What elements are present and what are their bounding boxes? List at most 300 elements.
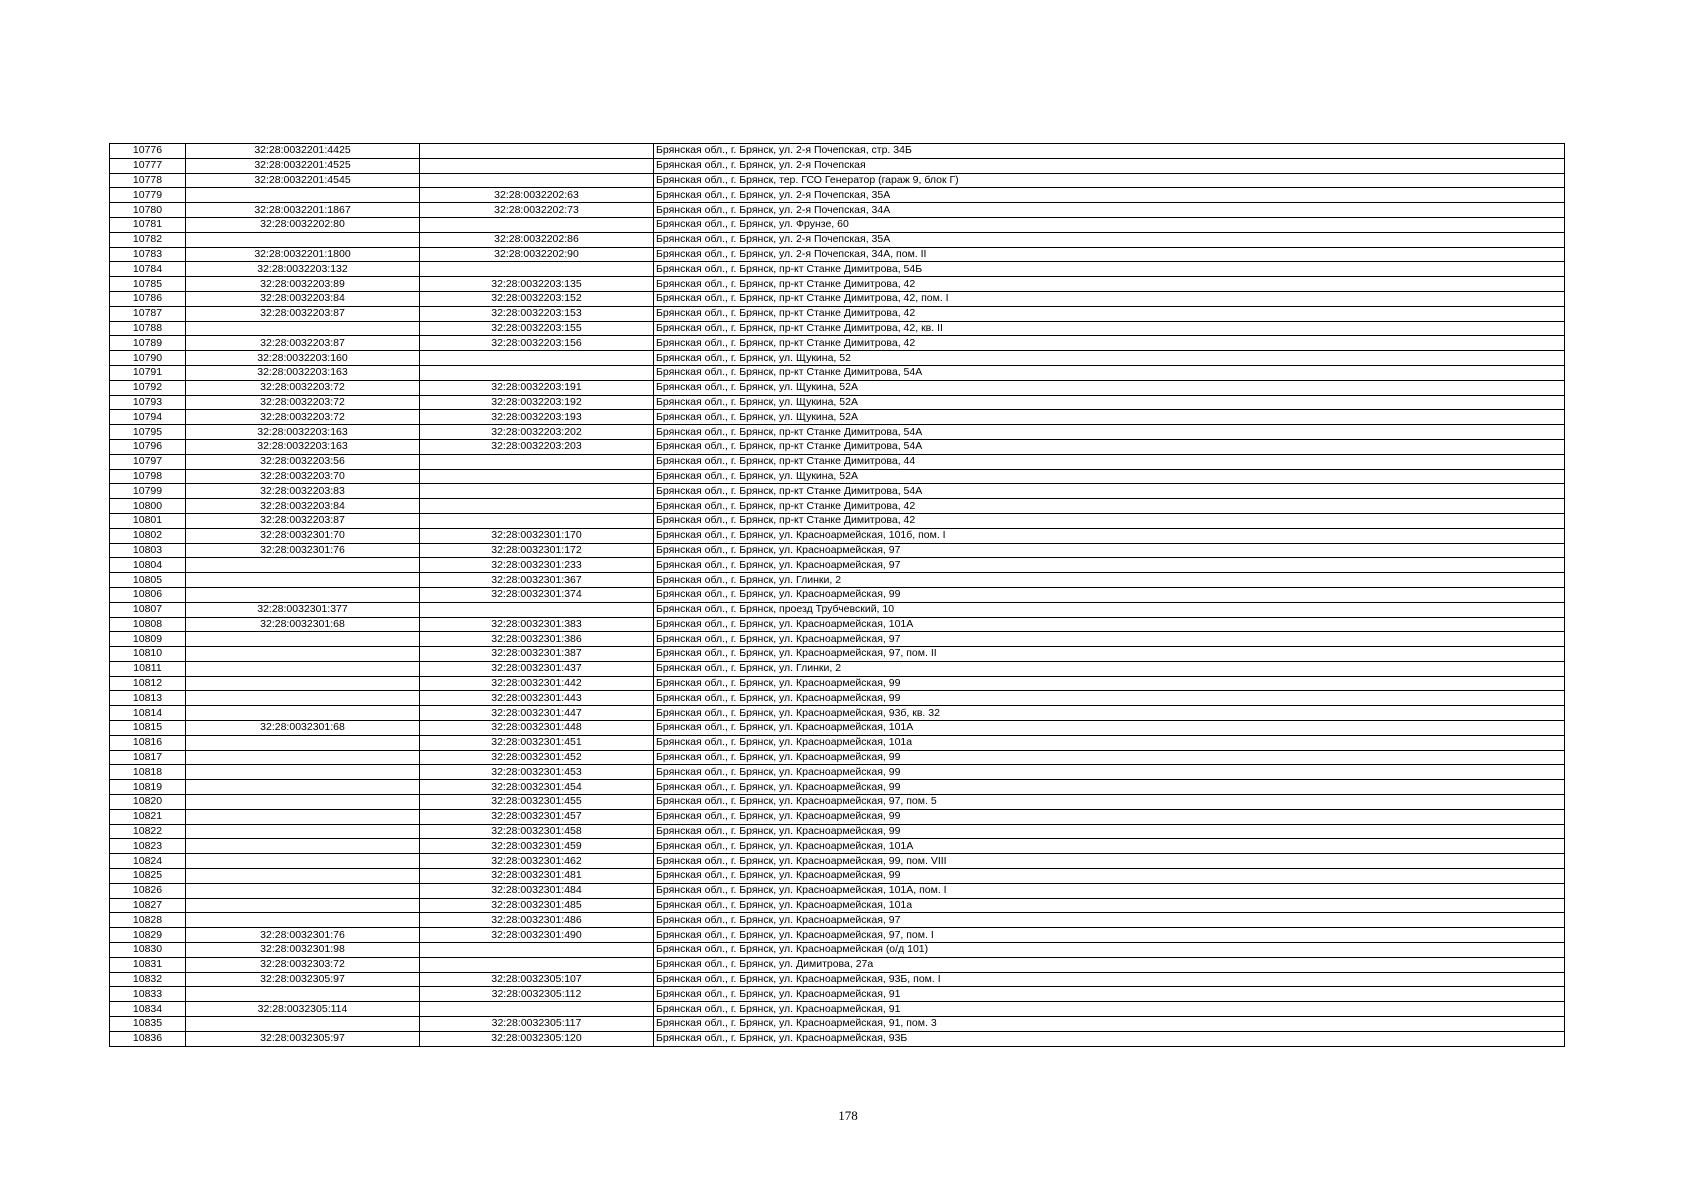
address-cell: Брянская обл., г. Брянск, пр-кт Станке Димитрова, 54А <box>654 365 1565 380</box>
table-row <box>110 721 1565 736</box>
address-cell: Брянская обл., г. Брянск, ул. Фрунзе, 60 <box>654 217 1565 232</box>
row-number-cell: 10800 <box>110 499 186 514</box>
cadastral-number-cell: 32:28:0032202:80 <box>186 217 420 232</box>
row-number-cell: 10799 <box>110 484 186 499</box>
table-row <box>110 543 1565 558</box>
address-cell: Брянская обл., г. Брянск, ул. Глинки, 2 <box>654 573 1565 588</box>
row-number-cell: 10824 <box>110 854 186 869</box>
building-number-cell: 32:28:0032301:486 <box>420 913 654 928</box>
address-cell: Брянская обл., г. Брянск, ул. Красноармейская, 99 <box>654 824 1565 839</box>
cadastral-number-cell <box>186 232 420 247</box>
row-number-cell: 10776 <box>110 144 186 159</box>
cadastral-number-cell: 32:28:0032301:76 <box>186 543 420 558</box>
building-number-cell: 32:28:0032301:455 <box>420 795 654 810</box>
building-number-cell: 32:28:0032305:117 <box>420 1017 654 1032</box>
cadastral-number-cell: 32:28:0032301:377 <box>186 602 420 617</box>
table-row <box>110 425 1565 440</box>
building-number-cell: 32:28:0032301:451 <box>420 735 654 750</box>
table-row <box>110 321 1565 336</box>
cadastral-number-cell <box>186 558 420 573</box>
row-number-cell: 10783 <box>110 247 186 262</box>
building-number-cell: 32:28:0032203:156 <box>420 336 654 351</box>
cadastral-number-cell: 32:28:0032203:72 <box>186 395 420 410</box>
building-number-cell: 32:28:0032301:367 <box>420 573 654 588</box>
building-number-cell: 32:28:0032203:153 <box>420 306 654 321</box>
table-row <box>110 1002 1565 1017</box>
row-number-cell: 10819 <box>110 780 186 795</box>
table-row <box>110 410 1565 425</box>
building-number-cell: 32:28:0032301:386 <box>420 632 654 647</box>
row-number-cell: 10791 <box>110 365 186 380</box>
building-number-cell: 32:28:0032203:155 <box>420 321 654 336</box>
building-number-cell <box>420 1002 654 1017</box>
table-row <box>110 750 1565 765</box>
address-cell: Брянская обл., г. Брянск, ул. Красноармейская, 99 <box>654 750 1565 765</box>
address-cell: Брянская обл., г. Брянск, пр-кт Станке Димитрова, 42 <box>654 499 1565 514</box>
row-number-cell: 10829 <box>110 928 186 943</box>
row-number-cell: 10816 <box>110 735 186 750</box>
address-cell: Брянская обл., г. Брянск, ул. Красноармейская, 97, пом. II <box>654 647 1565 662</box>
table-row <box>110 928 1565 943</box>
row-number-cell: 10802 <box>110 528 186 543</box>
table-row <box>110 232 1565 247</box>
cadastral-number-cell <box>186 854 420 869</box>
table-body <box>110 144 1565 1047</box>
table-row <box>110 188 1565 203</box>
building-number-cell: 32:28:0032203:192 <box>420 395 654 410</box>
building-number-cell: 32:28:0032202:86 <box>420 232 654 247</box>
row-number-cell: 10789 <box>110 336 186 351</box>
table-row <box>110 795 1565 810</box>
row-number-cell: 10798 <box>110 469 186 484</box>
cadastral-number-cell: 32:28:0032203:70 <box>186 469 420 484</box>
table-row <box>110 306 1565 321</box>
building-number-cell: 32:28:0032301:454 <box>420 780 654 795</box>
row-number-cell: 10803 <box>110 543 186 558</box>
table-row <box>110 854 1565 869</box>
address-cell: Брянская обл., г. Брянск, ул. Димитрова, 27а <box>654 957 1565 972</box>
row-number-cell: 10835 <box>110 1017 186 1032</box>
table-row <box>110 380 1565 395</box>
address-cell: Брянская обл., г. Брянск, ул. Щукина, 52А <box>654 469 1565 484</box>
table-row <box>110 1031 1565 1046</box>
cadastral-number-cell: 32:28:0032203:83 <box>186 484 420 499</box>
page-number: 178 <box>838 1108 858 1123</box>
address-cell: Брянская обл., г. Брянск, пр-кт Станке Димитрова, 54А <box>654 484 1565 499</box>
address-cell: Брянская обл., г. Брянск, пр-кт Станке Димитрова, 42 <box>654 513 1565 528</box>
cadastral-number-cell <box>186 839 420 854</box>
address-cell: Брянская обл., г. Брянск, ул. 2-я Почепская, 35А <box>654 232 1565 247</box>
address-cell: Брянская обл., г. Брянск, ул. Красноармейская, 101б, пом. I <box>654 528 1565 543</box>
table-row <box>110 395 1565 410</box>
row-number-cell: 10805 <box>110 573 186 588</box>
building-number-cell <box>420 262 654 277</box>
table-row <box>110 247 1565 262</box>
address-cell: Брянская обл., г. Брянск, ул. Красноармейская, 101А <box>654 617 1565 632</box>
address-cell: Брянская обл., г. Брянск, пр-кт Станке Димитрова, 42 <box>654 306 1565 321</box>
row-number-cell: 10815 <box>110 721 186 736</box>
building-number-cell: 32:28:0032301:172 <box>420 543 654 558</box>
cadastral-number-cell: 32:28:0032203:163 <box>186 365 420 380</box>
building-number-cell: 32:28:0032301:481 <box>420 869 654 884</box>
table-row <box>110 839 1565 854</box>
cadastral-number-cell <box>186 188 420 203</box>
building-number-cell <box>420 513 654 528</box>
building-number-cell: 32:28:0032301:443 <box>420 691 654 706</box>
table-row <box>110 647 1565 662</box>
table-row <box>110 203 1565 218</box>
cadastral-number-cell: 32:28:0032201:4545 <box>186 173 420 188</box>
cadastral-number-cell <box>186 735 420 750</box>
address-cell: Брянская обл., г. Брянск, ул. Красноармейская, 99 <box>654 780 1565 795</box>
row-number-cell: 10822 <box>110 824 186 839</box>
building-number-cell: 32:28:0032301:442 <box>420 676 654 691</box>
building-number-cell: 32:28:0032301:233 <box>420 558 654 573</box>
building-number-cell <box>420 469 654 484</box>
cadastral-number-cell: 32:28:0032201:1800 <box>186 247 420 262</box>
address-cell: Брянская обл., г. Брянск, ул. Красноармейская, 91 <box>654 1002 1565 1017</box>
row-number-cell: 10787 <box>110 306 186 321</box>
table-row <box>110 469 1565 484</box>
table-row <box>110 706 1565 721</box>
cadastral-number-cell <box>186 647 420 662</box>
building-number-cell <box>420 943 654 958</box>
row-number-cell: 10807 <box>110 602 186 617</box>
building-number-cell <box>420 602 654 617</box>
cadastral-number-cell: 32:28:0032305:97 <box>186 972 420 987</box>
address-cell: Брянская обл., г. Брянск, ул. Красноармейская, 97 <box>654 543 1565 558</box>
address-cell: Брянская обл., г. Брянск, ул. Красноармейская, 97 <box>654 558 1565 573</box>
address-cell: Брянская обл., г. Брянск, ул. Красноармейская, 97, пом. I <box>654 928 1565 943</box>
table-row <box>110 217 1565 232</box>
row-number-cell: 10813 <box>110 691 186 706</box>
row-number-cell: 10790 <box>110 351 186 366</box>
row-number-cell: 10797 <box>110 454 186 469</box>
row-number-cell: 10786 <box>110 291 186 306</box>
table-row <box>110 144 1565 159</box>
address-cell: Брянская обл., г. Брянск, ул. Красноармейская, 99 <box>654 691 1565 706</box>
cadastral-number-cell <box>186 676 420 691</box>
row-number-cell: 10778 <box>110 173 186 188</box>
cadastral-number-cell <box>186 824 420 839</box>
table-row <box>110 869 1565 884</box>
row-number-cell: 10810 <box>110 647 186 662</box>
building-number-cell <box>420 158 654 173</box>
row-number-cell: 10781 <box>110 217 186 232</box>
row-number-cell: 10794 <box>110 410 186 425</box>
table-row <box>110 987 1565 1002</box>
cadastral-number-cell: 32:28:0032201:4525 <box>186 158 420 173</box>
cadastral-number-cell <box>186 869 420 884</box>
address-cell: Брянская обл., г. Брянск, ул. Красноармейская, 101А <box>654 721 1565 736</box>
building-number-cell <box>420 144 654 159</box>
table-row <box>110 972 1565 987</box>
row-number-cell: 10801 <box>110 513 186 528</box>
cadastral-number-cell: 32:28:0032301:68 <box>186 617 420 632</box>
table-row <box>110 735 1565 750</box>
address-cell: Брянская обл., г. Брянск, ул. Красноармейская (о/д 101) <box>654 943 1565 958</box>
cadastral-number-cell <box>186 1017 420 1032</box>
cadastral-number-cell: 32:28:0032305:114 <box>186 1002 420 1017</box>
address-cell: Брянская обл., г. Брянск, ул. 2-я Почепская <box>654 158 1565 173</box>
address-cell: Брянская обл., г. Брянск, ул. 2-я Почепская, 34А <box>654 203 1565 218</box>
table-row <box>110 661 1565 676</box>
building-number-cell <box>420 365 654 380</box>
row-number-cell: 10825 <box>110 869 186 884</box>
building-number-cell: 32:28:0032301:485 <box>420 898 654 913</box>
building-number-cell: 32:28:0032301:453 <box>420 765 654 780</box>
cadastral-number-cell: 32:28:0032203:72 <box>186 380 420 395</box>
building-number-cell: 32:28:0032202:73 <box>420 203 654 218</box>
building-number-cell <box>420 173 654 188</box>
address-cell: Брянская обл., г. Брянск, ул. 2-я Почепская, 34А, пом. II <box>654 247 1565 262</box>
building-number-cell <box>420 351 654 366</box>
address-cell: Брянская обл., г. Брянск, пр-кт Станке Димитрова, 54А <box>654 439 1565 454</box>
building-number-cell: 32:28:0032301:452 <box>420 750 654 765</box>
row-number-cell: 10827 <box>110 898 186 913</box>
cadastral-table <box>109 143 1565 1047</box>
row-number-cell: 10808 <box>110 617 186 632</box>
row-number-cell: 10804 <box>110 558 186 573</box>
address-cell: Брянская обл., г. Брянск, пр-кт Станке Димитрова, 42, пом. I <box>654 291 1565 306</box>
address-cell: Брянская обл., г. Брянск, пр-кт Станке Димитрова, 42 <box>654 336 1565 351</box>
building-number-cell <box>420 217 654 232</box>
row-number-cell: 10830 <box>110 943 186 958</box>
table-row <box>110 824 1565 839</box>
row-number-cell: 10785 <box>110 277 186 292</box>
table-row <box>110 780 1565 795</box>
table-row <box>110 913 1565 928</box>
cadastral-number-cell: 32:28:0032301:70 <box>186 528 420 543</box>
address-cell: Брянская обл., г. Брянск, ул. Красноармейская, 91, пом. 3 <box>654 1017 1565 1032</box>
cadastral-number-cell: 32:28:0032203:87 <box>186 513 420 528</box>
row-number-cell: 10821 <box>110 809 186 824</box>
table-row <box>110 351 1565 366</box>
row-number-cell: 10806 <box>110 587 186 602</box>
address-cell: Брянская обл., г. Брянск, проезд Трубчевский, 10 <box>654 602 1565 617</box>
cadastral-number-cell: 32:28:0032201:4425 <box>186 144 420 159</box>
cadastral-number-cell: 32:28:0032203:132 <box>186 262 420 277</box>
table-row <box>110 558 1565 573</box>
building-number-cell: 32:28:0032203:135 <box>420 277 654 292</box>
cadastral-number-cell: 32:28:0032301:68 <box>186 721 420 736</box>
address-cell: Брянская обл., г. Брянск, ул. Красноармейская, 99 <box>654 676 1565 691</box>
row-number-cell: 10828 <box>110 913 186 928</box>
row-number-cell: 10832 <box>110 972 186 987</box>
cadastral-number-cell: 32:28:0032203:163 <box>186 425 420 440</box>
row-number-cell: 10831 <box>110 957 186 972</box>
cadastral-number-cell <box>186 883 420 898</box>
table-row <box>110 365 1565 380</box>
address-cell: Брянская обл., г. Брянск, ул. Красноармейская, 99, пом. VIII <box>654 854 1565 869</box>
table-row <box>110 277 1565 292</box>
cadastral-number-cell <box>186 780 420 795</box>
building-number-cell: 32:28:0032301:457 <box>420 809 654 824</box>
row-number-cell: 10817 <box>110 750 186 765</box>
row-number-cell: 10811 <box>110 661 186 676</box>
building-number-cell: 32:28:0032301:447 <box>420 706 654 721</box>
address-cell: Брянская обл., г. Брянск, пр-кт Станке Димитрова, 44 <box>654 454 1565 469</box>
table-row <box>110 291 1565 306</box>
row-number-cell: 10809 <box>110 632 186 647</box>
building-number-cell: 32:28:0032301:490 <box>420 928 654 943</box>
cadastral-number-cell <box>186 573 420 588</box>
address-cell: Брянская обл., г. Брянск, ул. Красноармейская, 97 <box>654 913 1565 928</box>
building-number-cell: 32:28:0032301:484 <box>420 883 654 898</box>
table-row <box>110 439 1565 454</box>
building-number-cell: 32:28:0032305:112 <box>420 987 654 1002</box>
table-row <box>110 173 1565 188</box>
cadastral-number-cell: 32:28:0032305:97 <box>186 1031 420 1046</box>
row-number-cell: 10792 <box>110 380 186 395</box>
address-cell: Брянская обл., г. Брянск, ул. Красноармейская, 99 <box>654 765 1565 780</box>
cadastral-number-cell <box>186 898 420 913</box>
building-number-cell: 32:28:0032203:203 <box>420 439 654 454</box>
table-row <box>110 587 1565 602</box>
cadastral-number-cell: 32:28:0032301:76 <box>186 928 420 943</box>
row-number-cell: 10826 <box>110 883 186 898</box>
cadastral-number-cell: 32:28:0032203:72 <box>186 410 420 425</box>
address-cell: Брянская обл., г. Брянск, ул. Красноармейская, 93б, кв. 32 <box>654 706 1565 721</box>
row-number-cell: 10796 <box>110 439 186 454</box>
address-cell: Брянская обл., г. Брянск, ул. Красноармейская, 93Б, пом. I <box>654 972 1565 987</box>
table-row <box>110 691 1565 706</box>
cadastral-number-cell: 32:28:0032303:72 <box>186 957 420 972</box>
table-row <box>110 765 1565 780</box>
address-cell: Брянская обл., г. Брянск, ул. Красноармейская, 91 <box>654 987 1565 1002</box>
table-row <box>110 454 1565 469</box>
address-cell: Брянская обл., г. Брянск, ул. 2-я Почепская, стр. 34Б <box>654 144 1565 159</box>
cadastral-number-cell <box>186 691 420 706</box>
cadastral-number-cell <box>186 765 420 780</box>
table-row <box>110 573 1565 588</box>
table-row <box>110 957 1565 972</box>
address-cell: Брянская обл., г. Брянск, ул. Красноармейская, 101А, пом. I <box>654 883 1565 898</box>
table-row <box>110 336 1565 351</box>
cadastral-number-cell: 32:28:0032203:84 <box>186 291 420 306</box>
building-number-cell: 32:28:0032301:458 <box>420 824 654 839</box>
row-number-cell: 10788 <box>110 321 186 336</box>
row-number-cell: 10777 <box>110 158 186 173</box>
table-row <box>110 484 1565 499</box>
table-row <box>110 528 1565 543</box>
building-number-cell: 32:28:0032301:448 <box>420 721 654 736</box>
table-row <box>110 898 1565 913</box>
building-number-cell: 32:28:0032202:90 <box>420 247 654 262</box>
row-number-cell: 10812 <box>110 676 186 691</box>
address-cell: Брянская обл., г. Брянск, ул. Щукина, 52А <box>654 380 1565 395</box>
building-number-cell <box>420 499 654 514</box>
address-cell: Брянская обл., г. Брянск, ул. Красноармейская, 99 <box>654 809 1565 824</box>
building-number-cell: 32:28:0032203:152 <box>420 291 654 306</box>
cadastral-number-cell <box>186 661 420 676</box>
address-cell: Брянская обл., г. Брянск, ул. Щукина, 52А <box>654 395 1565 410</box>
table-row <box>110 262 1565 277</box>
row-number-cell: 10834 <box>110 1002 186 1017</box>
table-row <box>110 809 1565 824</box>
address-cell: Брянская обл., г. Брянск, ул. Красноармейская, 101а <box>654 735 1565 750</box>
cadastral-number-cell <box>186 321 420 336</box>
address-cell: Брянская обл., г. Брянск, пр-кт Станке Димитрова, 42 <box>654 277 1565 292</box>
row-number-cell: 10784 <box>110 262 186 277</box>
building-number-cell: 32:28:0032305:120 <box>420 1031 654 1046</box>
row-number-cell: 10833 <box>110 987 186 1002</box>
cadastral-number-cell <box>186 750 420 765</box>
row-number-cell: 10795 <box>110 425 186 440</box>
address-cell: Брянская обл., г. Брянск, ул. Красноармейская, 97, пом. 5 <box>654 795 1565 810</box>
address-cell: Брянская обл., г. Брянск, ул. Щукина, 52 <box>654 351 1565 366</box>
row-number-cell: 10818 <box>110 765 186 780</box>
cadastral-number-cell: 32:28:0032203:160 <box>186 351 420 366</box>
address-cell: Брянская обл., г. Брянск, тер. ГСО Генератор (гараж 9, блок Г) <box>654 173 1565 188</box>
building-number-cell <box>420 484 654 499</box>
table-row <box>110 158 1565 173</box>
table-row <box>110 513 1565 528</box>
address-cell: Брянская обл., г. Брянск, ул. Красноармейская, 101А <box>654 839 1565 854</box>
building-number-cell: 32:28:0032301:459 <box>420 839 654 854</box>
row-number-cell: 10782 <box>110 232 186 247</box>
cadastral-number-cell: 32:28:0032203:56 <box>186 454 420 469</box>
cadastral-number-cell: 32:28:0032203:84 <box>186 499 420 514</box>
building-number-cell: 32:28:0032203:191 <box>420 380 654 395</box>
building-number-cell: 32:28:0032301:374 <box>420 587 654 602</box>
address-cell: Брянская обл., г. Брянск, ул. 2-я Почепская, 35А <box>654 188 1565 203</box>
table-row <box>110 943 1565 958</box>
building-number-cell: 32:28:0032202:63 <box>420 188 654 203</box>
cadastral-number-cell <box>186 987 420 1002</box>
row-number-cell: 10836 <box>110 1031 186 1046</box>
building-number-cell: 32:28:0032301:462 <box>420 854 654 869</box>
building-number-cell: 32:28:0032301:387 <box>420 647 654 662</box>
address-cell: Брянская обл., г. Брянск, ул. Красноармейская, 101а <box>654 898 1565 913</box>
row-number-cell: 10823 <box>110 839 186 854</box>
building-number-cell: 32:28:0032301:170 <box>420 528 654 543</box>
row-number-cell: 10779 <box>110 188 186 203</box>
building-number-cell: 32:28:0032203:202 <box>420 425 654 440</box>
table-row <box>110 883 1565 898</box>
row-number-cell: 10793 <box>110 395 186 410</box>
cadastral-number-cell <box>186 706 420 721</box>
building-number-cell: 32:28:0032203:193 <box>420 410 654 425</box>
address-cell: Брянская обл., г. Брянск, ул. Красноармейская, 99 <box>654 869 1565 884</box>
cadastral-number-cell <box>186 587 420 602</box>
table-row <box>110 499 1565 514</box>
cadastral-number-cell: 32:28:0032203:89 <box>186 277 420 292</box>
building-number-cell: 32:28:0032305:107 <box>420 972 654 987</box>
address-cell: Брянская обл., г. Брянск, ул. Красноармейская, 93Б <box>654 1031 1565 1046</box>
row-number-cell: 10780 <box>110 203 186 218</box>
address-cell: Брянская обл., г. Брянск, ул. Красноармейская, 99 <box>654 587 1565 602</box>
building-number-cell <box>420 454 654 469</box>
building-number-cell: 32:28:0032301:437 <box>420 661 654 676</box>
table-row <box>110 632 1565 647</box>
cadastral-number-cell <box>186 809 420 824</box>
row-number-cell: 10814 <box>110 706 186 721</box>
address-cell: Брянская обл., г. Брянск, ул. Щукина, 52А <box>654 410 1565 425</box>
cadastral-number-cell: 32:28:0032203:163 <box>186 439 420 454</box>
address-cell: Брянская обл., г. Брянск, пр-кт Станке Димитрова, 42, кв. II <box>654 321 1565 336</box>
cadastral-number-cell: 32:28:0032203:87 <box>186 306 420 321</box>
table-row <box>110 617 1565 632</box>
address-cell: Брянская обл., г. Брянск, пр-кт Станке Димитрова, 54Б <box>654 262 1565 277</box>
building-number-cell <box>420 957 654 972</box>
table-row <box>110 676 1565 691</box>
cadastral-number-cell: 32:28:0032203:87 <box>186 336 420 351</box>
cadastral-number-cell: 32:28:0032301:98 <box>186 943 420 958</box>
address-cell: Брянская обл., г. Брянск, пр-кт Станке Димитрова, 54А <box>654 425 1565 440</box>
cadastral-number-cell <box>186 632 420 647</box>
table-row <box>110 1017 1565 1032</box>
